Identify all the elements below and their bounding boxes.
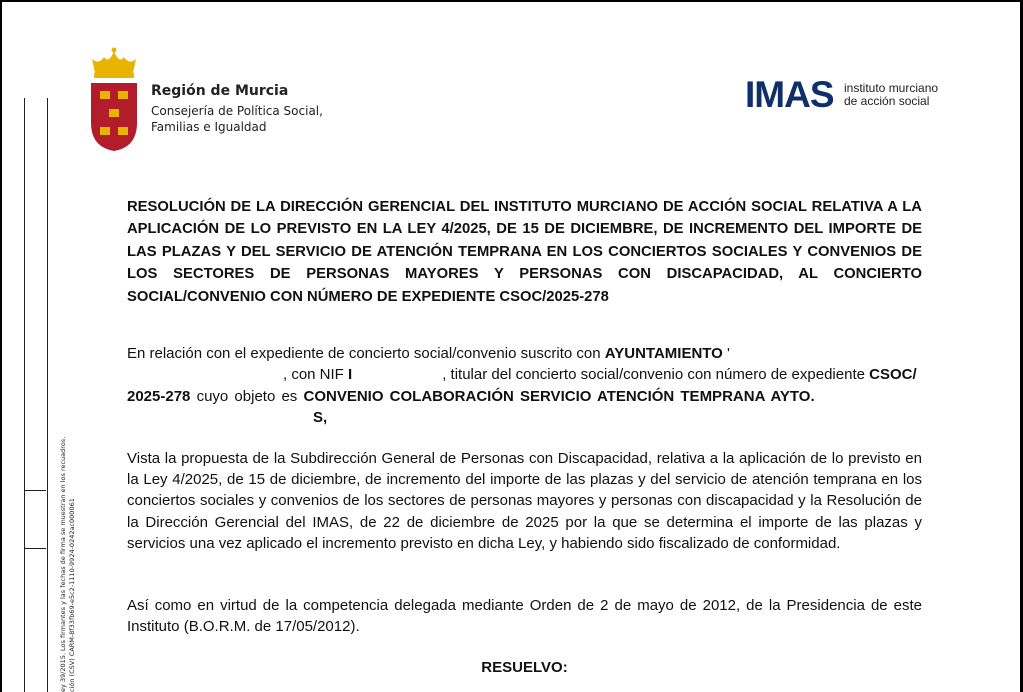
redacted-area xyxy=(127,410,213,422)
text: cuyo objeto es xyxy=(190,387,304,405)
resuelvo-heading: RESUELVO: xyxy=(481,659,568,676)
text: En relación con el expediente de concierto social/convenio suscrito con xyxy=(127,345,605,362)
redacted-area xyxy=(255,367,283,379)
region-department xyxy=(151,103,361,135)
imas-subtitle xyxy=(844,82,974,108)
imas-logo: IMAS xyxy=(745,74,834,115)
paragraph-line xyxy=(127,343,922,364)
margin-divider xyxy=(24,490,46,491)
paragraph-line xyxy=(127,386,922,407)
margin-divider xyxy=(24,548,46,549)
resolution-title: RESOLUCIÓN DE LA DIRECCIÓN GERENCIAL DEL INSTITUTO MURCIANO DE ACCIÓN SOCIAL RELATIVA A LA APLICACIÓN DE LO PREVISTO EN LA LEY 4/2025, DE 15 DE DICIEMBRE, DE INCREMENTO DEL IMPORTE DE LAS PLAZAS Y DEL SERVICIO DE ATENCIÓN TEMPRANA EN LOS CONCIERTOS SOCIALES Y CONVENIOS DE LOS SECTORES DE PERSONAS MAYORES Y PERSONAS CON DISCAPACIDAD, AL CONCIERTO SOCIAL/CONVENIO CON NÚMERO DE EXPEDIENTE CSOC/2025-278 xyxy=(127,199,922,305)
imas-subtitle-line2: de acción social xyxy=(844,94,930,108)
redacted-area xyxy=(191,367,255,379)
nif-value: I xyxy=(348,366,353,384)
window-top-border xyxy=(0,0,1023,2)
window-left-border xyxy=(0,0,2,692)
expediente-number: CSOC/ xyxy=(869,366,917,384)
entity-name: AYUNTAMIENTO xyxy=(604,345,723,362)
redacted-area xyxy=(127,367,191,379)
region-murcia-crest-logo xyxy=(86,47,142,153)
agreement-object: CONVENIO COLABORACIÓN SERVICIO ATENCIÓN TEMPRANA AYTO. xyxy=(303,387,815,405)
margin-note-line2: ción (CSV) CARM-8f33fb69-e5c2-1110-9924-0242ac000061 xyxy=(67,498,76,692)
region-name: Región de Murcia xyxy=(151,83,289,99)
signature-margin-strip xyxy=(24,98,48,692)
text: , con NIF xyxy=(283,366,349,384)
paragraph-vista-propuesta: Vista la propuesta de la Subdirección General de Personas con Discapacidad, relativa a la aplicación de lo previsto en la Ley 4/2025, de 15 de diciembre, de incremento del importe de las plazas y del servicio de atención temprana en los conciertos sociales y convenios de los sectores de personas mayores y personas con discapacidad y la Resolución de la Dirección Gerencial del IMAS, de 22 de diciembre de 2025 por la que se determina el importe de las plazas y servicios una vez aplicado el incremento previsto en dicha Ley, y habiendo sido fiscalizado de conformidad. xyxy=(127,450,922,552)
region-department-line2: Familias e Igualdad xyxy=(151,120,267,134)
text: , titular del concierto social/convenio con número de expediente xyxy=(442,366,870,384)
paragraph-line xyxy=(127,407,922,428)
agreement-object-tail: S, xyxy=(313,408,328,426)
expediente-number: 2025-278 xyxy=(127,387,191,405)
region-department-line1: Consejería de Política Social, xyxy=(151,104,323,118)
imas-subtitle-line1: instituto murciano xyxy=(844,81,939,95)
paragraph-competencia: Así como en virtud de la competencia delegada mediante Orden de 2 de mayo de 2012, de la Presidencia de este Instituto (B.O.R.M. de 17/05/2012). xyxy=(127,597,922,636)
paragraph-expediente xyxy=(127,343,922,428)
margin-note-line1: ey 39/2015. Los firmantes y las fechas de firma se muestran en los recuadros. xyxy=(59,436,67,692)
signature-margin-note xyxy=(59,402,76,692)
redacted-area xyxy=(352,367,442,379)
paragraph-line xyxy=(127,364,922,385)
text: ' xyxy=(722,345,730,362)
redacted-area xyxy=(213,410,313,422)
